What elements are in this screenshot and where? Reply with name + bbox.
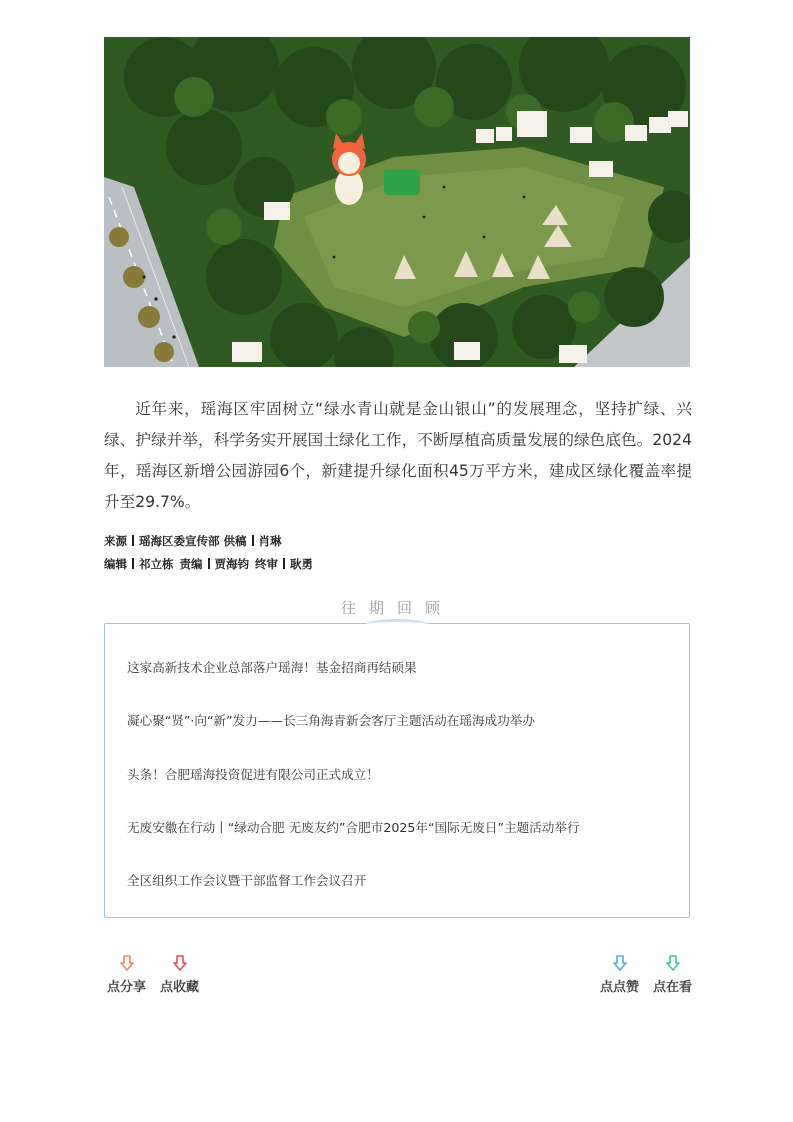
source-value: 瑶海区委宣传部 供稿: [139, 534, 247, 548]
final-review-label: 终审: [255, 557, 278, 571]
article-paragraph: 近年来，瑶海区牢固树立“绿水青山就是金山银山”的发展理念，坚持扩绿、兴绿、护绿并举，科学务实开展国土绿化工作，不断厚植高质量发展的绿色底色。2024年，瑶海区新增公园游园6个，新建提升绿化面积45万平方米，建成区绿化覆盖率提升至29.7%。: [104, 400, 692, 511]
credits-source-line: [104, 530, 313, 553]
share-label: 点分享: [106, 980, 146, 995]
watch-button[interactable]: [650, 955, 695, 995]
favorite-button[interactable]: [157, 955, 202, 995]
author-name: 肖琳: [258, 534, 282, 548]
past-review-link[interactable]: 这家高新技术企业总部落户瑶海！基金招商再结硕果: [127, 660, 417, 675]
favorite-arrow-icon: [173, 955, 187, 971]
like-arrow-icon: [613, 955, 627, 971]
past-review-title: 往期回顾: [340, 599, 453, 617]
separator-bar: [208, 558, 210, 569]
share-arrow-icon: [120, 955, 134, 971]
source-label: 来源: [104, 534, 127, 548]
share-button[interactable]: [104, 955, 149, 995]
aerial-park-photo: [104, 37, 690, 367]
like-label: 点点赞: [599, 980, 639, 995]
watch-arrow-icon: [666, 955, 680, 971]
chief-editor-value: 贾海钧: [214, 557, 249, 571]
editor-label: 编辑: [104, 557, 127, 571]
separator-bar: [132, 558, 134, 569]
review-title-decoration: [366, 619, 428, 630]
actions-right-group: [597, 955, 695, 995]
past-review-link[interactable]: 无废安徽在行动丨“绿动合肥 无废友约”合肥市2025年“国际无废日”主题活动举行: [127, 820, 580, 835]
chief-editor-label: 责编: [179, 557, 203, 571]
past-review-link[interactable]: 凝心聚“贤”·向“新”发力——长三角海青新会客厅主题活动在瑶海成功举办: [127, 713, 535, 728]
like-button[interactable]: [597, 955, 642, 995]
separator-bar: [132, 535, 134, 546]
past-review-link[interactable]: 全区组织工作会议暨干部监督工作会议召开: [127, 873, 367, 888]
watch-label: 点在看: [652, 980, 692, 995]
actions-left-group: [104, 955, 202, 995]
final-review-value: 耿勇: [290, 557, 313, 571]
editor-value: 祁立栋: [139, 557, 174, 571]
article-credits: [104, 530, 313, 576]
past-review-link[interactable]: 头条！合肥瑶海投资促进有限公司正式成立！: [127, 767, 379, 782]
credits-editor-line: [104, 553, 313, 576]
favorite-label: 点收藏: [159, 980, 199, 995]
separator-bar: [252, 535, 254, 546]
past-review-box: [104, 623, 690, 918]
aerial-park-illustration: [104, 37, 690, 367]
separator-bar: [283, 558, 285, 569]
